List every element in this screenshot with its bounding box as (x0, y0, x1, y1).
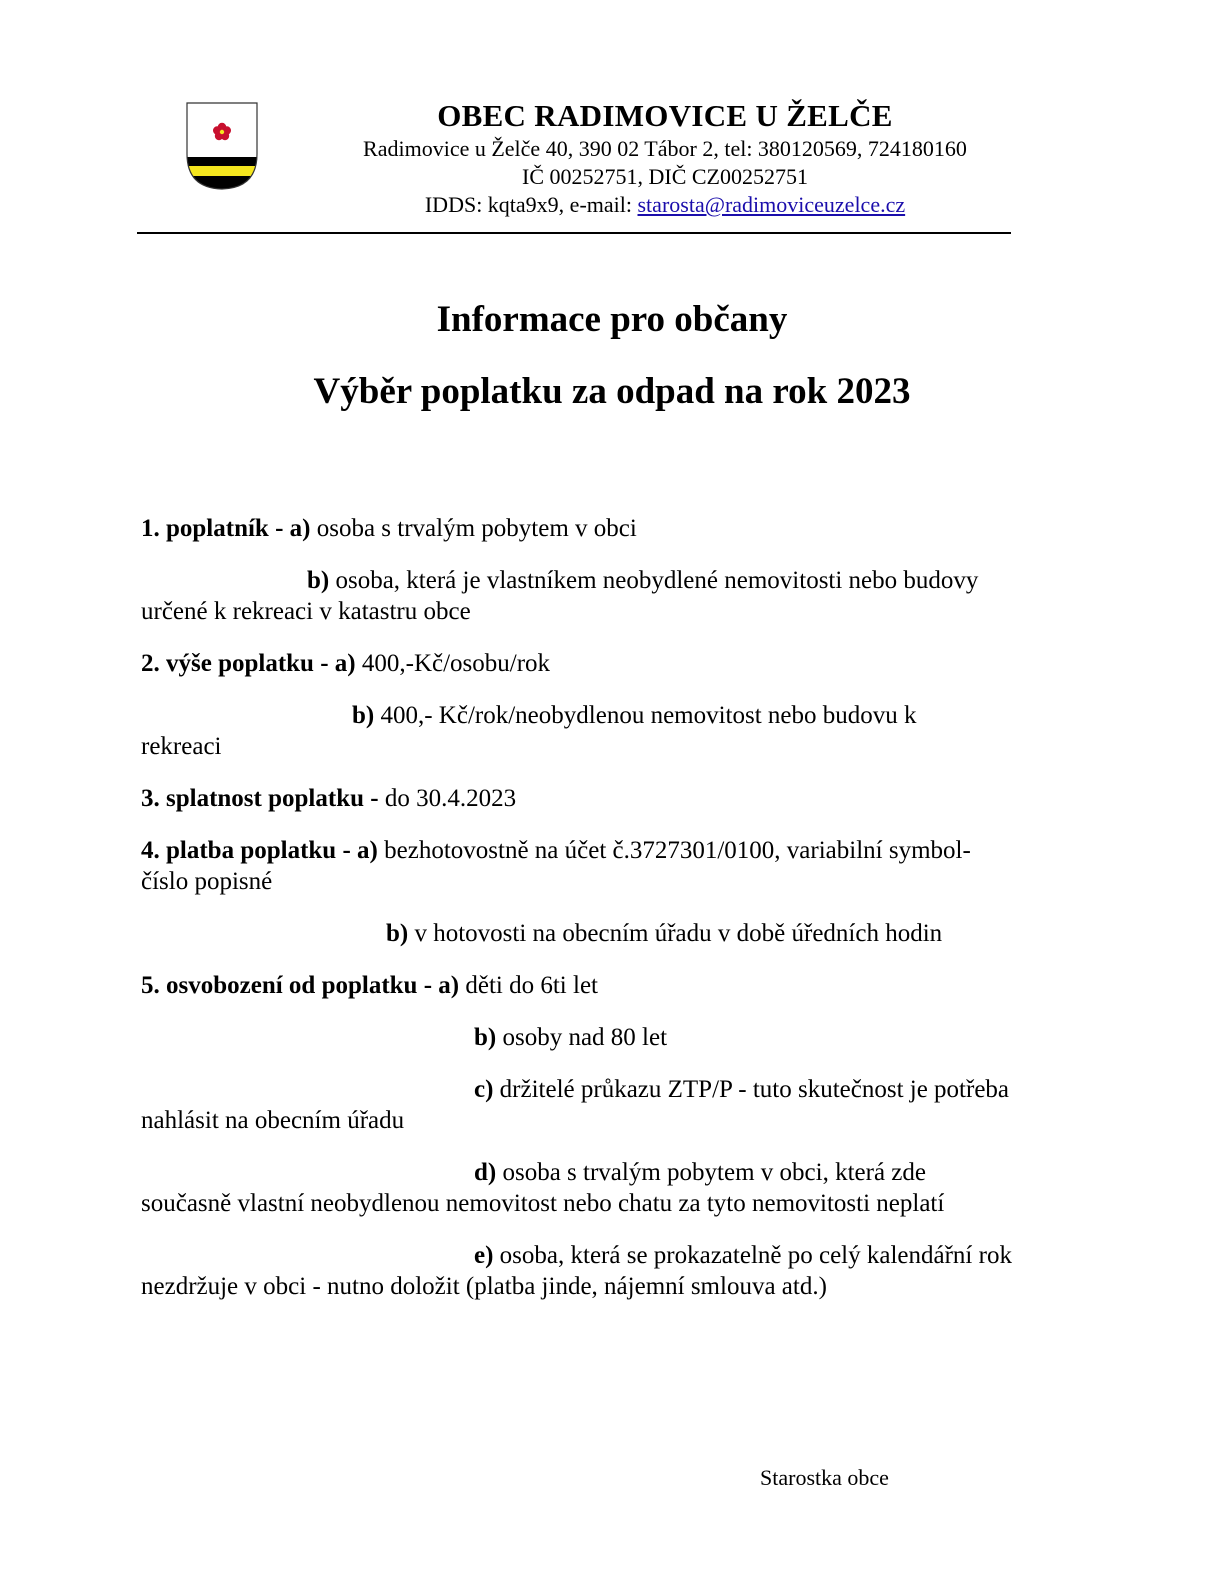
item-5-c-line (474, 1075, 1009, 1105)
item-4-b-label: b) (386, 920, 409, 947)
item-5-label: 5. osvobození od poplatku - a) (141, 972, 460, 999)
item-5-line (141, 971, 598, 1001)
municipality-contact (320, 192, 1010, 218)
item-4-line (141, 836, 971, 866)
item-5-d-label: d) (474, 1159, 497, 1186)
item-5-d-text: osoba s trvalým pobytem v obci, která zde (496, 1159, 926, 1186)
item-3-line (141, 784, 516, 814)
item-5-e-label: e) (474, 1242, 494, 1269)
municipality-address: Radimovice u Želče 40, 390 02 Tábor 2, tel: 380120569, 724180160 (363, 136, 967, 161)
item-5-e-line (474, 1241, 1012, 1271)
item-3-text: do 30.4.2023 (378, 785, 517, 812)
item-1-b-line (307, 566, 978, 596)
item-4-b-text: v hotovosti na obecním úřadu v době úředních hodin (408, 920, 943, 947)
email-link[interactable]: starosta@radimoviceuzelce.cz (637, 192, 906, 217)
item-1-line (141, 514, 637, 544)
item-2-b-continuation: rekreaci (141, 733, 222, 760)
municipality-ids: IČ 00252751, DIČ CZ00252751 (522, 164, 808, 189)
item-5-e-text: osoba, která se prokazatelně po celý kalendářní rok (493, 1242, 1012, 1269)
item-2-b-label: b) (352, 702, 375, 729)
municipality-name: OBEC RADIMOVICE U ŽELČE (437, 98, 893, 133)
item-4-a: bezhotovostně na účet č.3727301/0100, variabilní symbol- (377, 837, 971, 864)
item-1-b-continuation: určené k rekreaci v katastru obce (141, 598, 471, 625)
item-5-d-line (474, 1158, 926, 1188)
item-5-e-continuation: nezdržuje v obci - nutno doložit (platba jinde, nájemní smlouva atd.) (141, 1273, 827, 1300)
page-title: Informace pro občany (436, 299, 788, 340)
coat-of-arms-icon (186, 102, 258, 190)
item-1-a: osoba s trvalým pobytem v obci (310, 515, 637, 542)
item-5-a: děti do 6ti let (459, 972, 598, 999)
item-5-b-label: b) (474, 1024, 497, 1051)
item-4-a-continuation: číslo popisné (141, 868, 273, 895)
idds-text: IDDS: kqta9x9, e-mail: (424, 192, 638, 217)
item-5-d-continuation: současně vlastní neobydlenou nemovitost nebo chatu za tyto nemovitosti neplatí (141, 1190, 945, 1217)
signature: Starostka obce (760, 1465, 889, 1490)
item-5-c-label: c) (474, 1076, 494, 1103)
item-5-b-text: osoby nad 80 let (496, 1024, 668, 1051)
item-4-label: 4. platba poplatku - a) (141, 837, 378, 864)
header-divider (137, 232, 1011, 234)
item-2-line (141, 649, 550, 679)
item-2-label: 2. výše poplatku - a) (141, 650, 356, 677)
page-subtitle: Výběr poplatku za odpad na rok 2023 (313, 371, 911, 412)
item-1-label: 1. poplatník - a) (141, 515, 311, 542)
item-2-b-line (352, 701, 917, 731)
item-5-b-line (474, 1023, 667, 1053)
item-3-label: 3. splatnost poplatku - (141, 785, 379, 812)
item-1-b-text: osoba, která je vlastníkem neobydlené nemovitosti nebo budovy (329, 567, 979, 594)
item-4-b-line (386, 919, 942, 949)
item-5-c-continuation: nahlásit na obecním úřadu (141, 1107, 405, 1134)
item-5-c-text: držitelé průkazu ZTP/P - tuto skutečnost je potřeba (493, 1076, 1010, 1103)
item-1-b-label: b) (307, 567, 330, 594)
item-2-a: 400,-Kč/osobu/rok (355, 650, 551, 677)
item-2-b-text: 400,- Kč/rok/neobydlenou nemovitost nebo budovu k (374, 702, 917, 729)
